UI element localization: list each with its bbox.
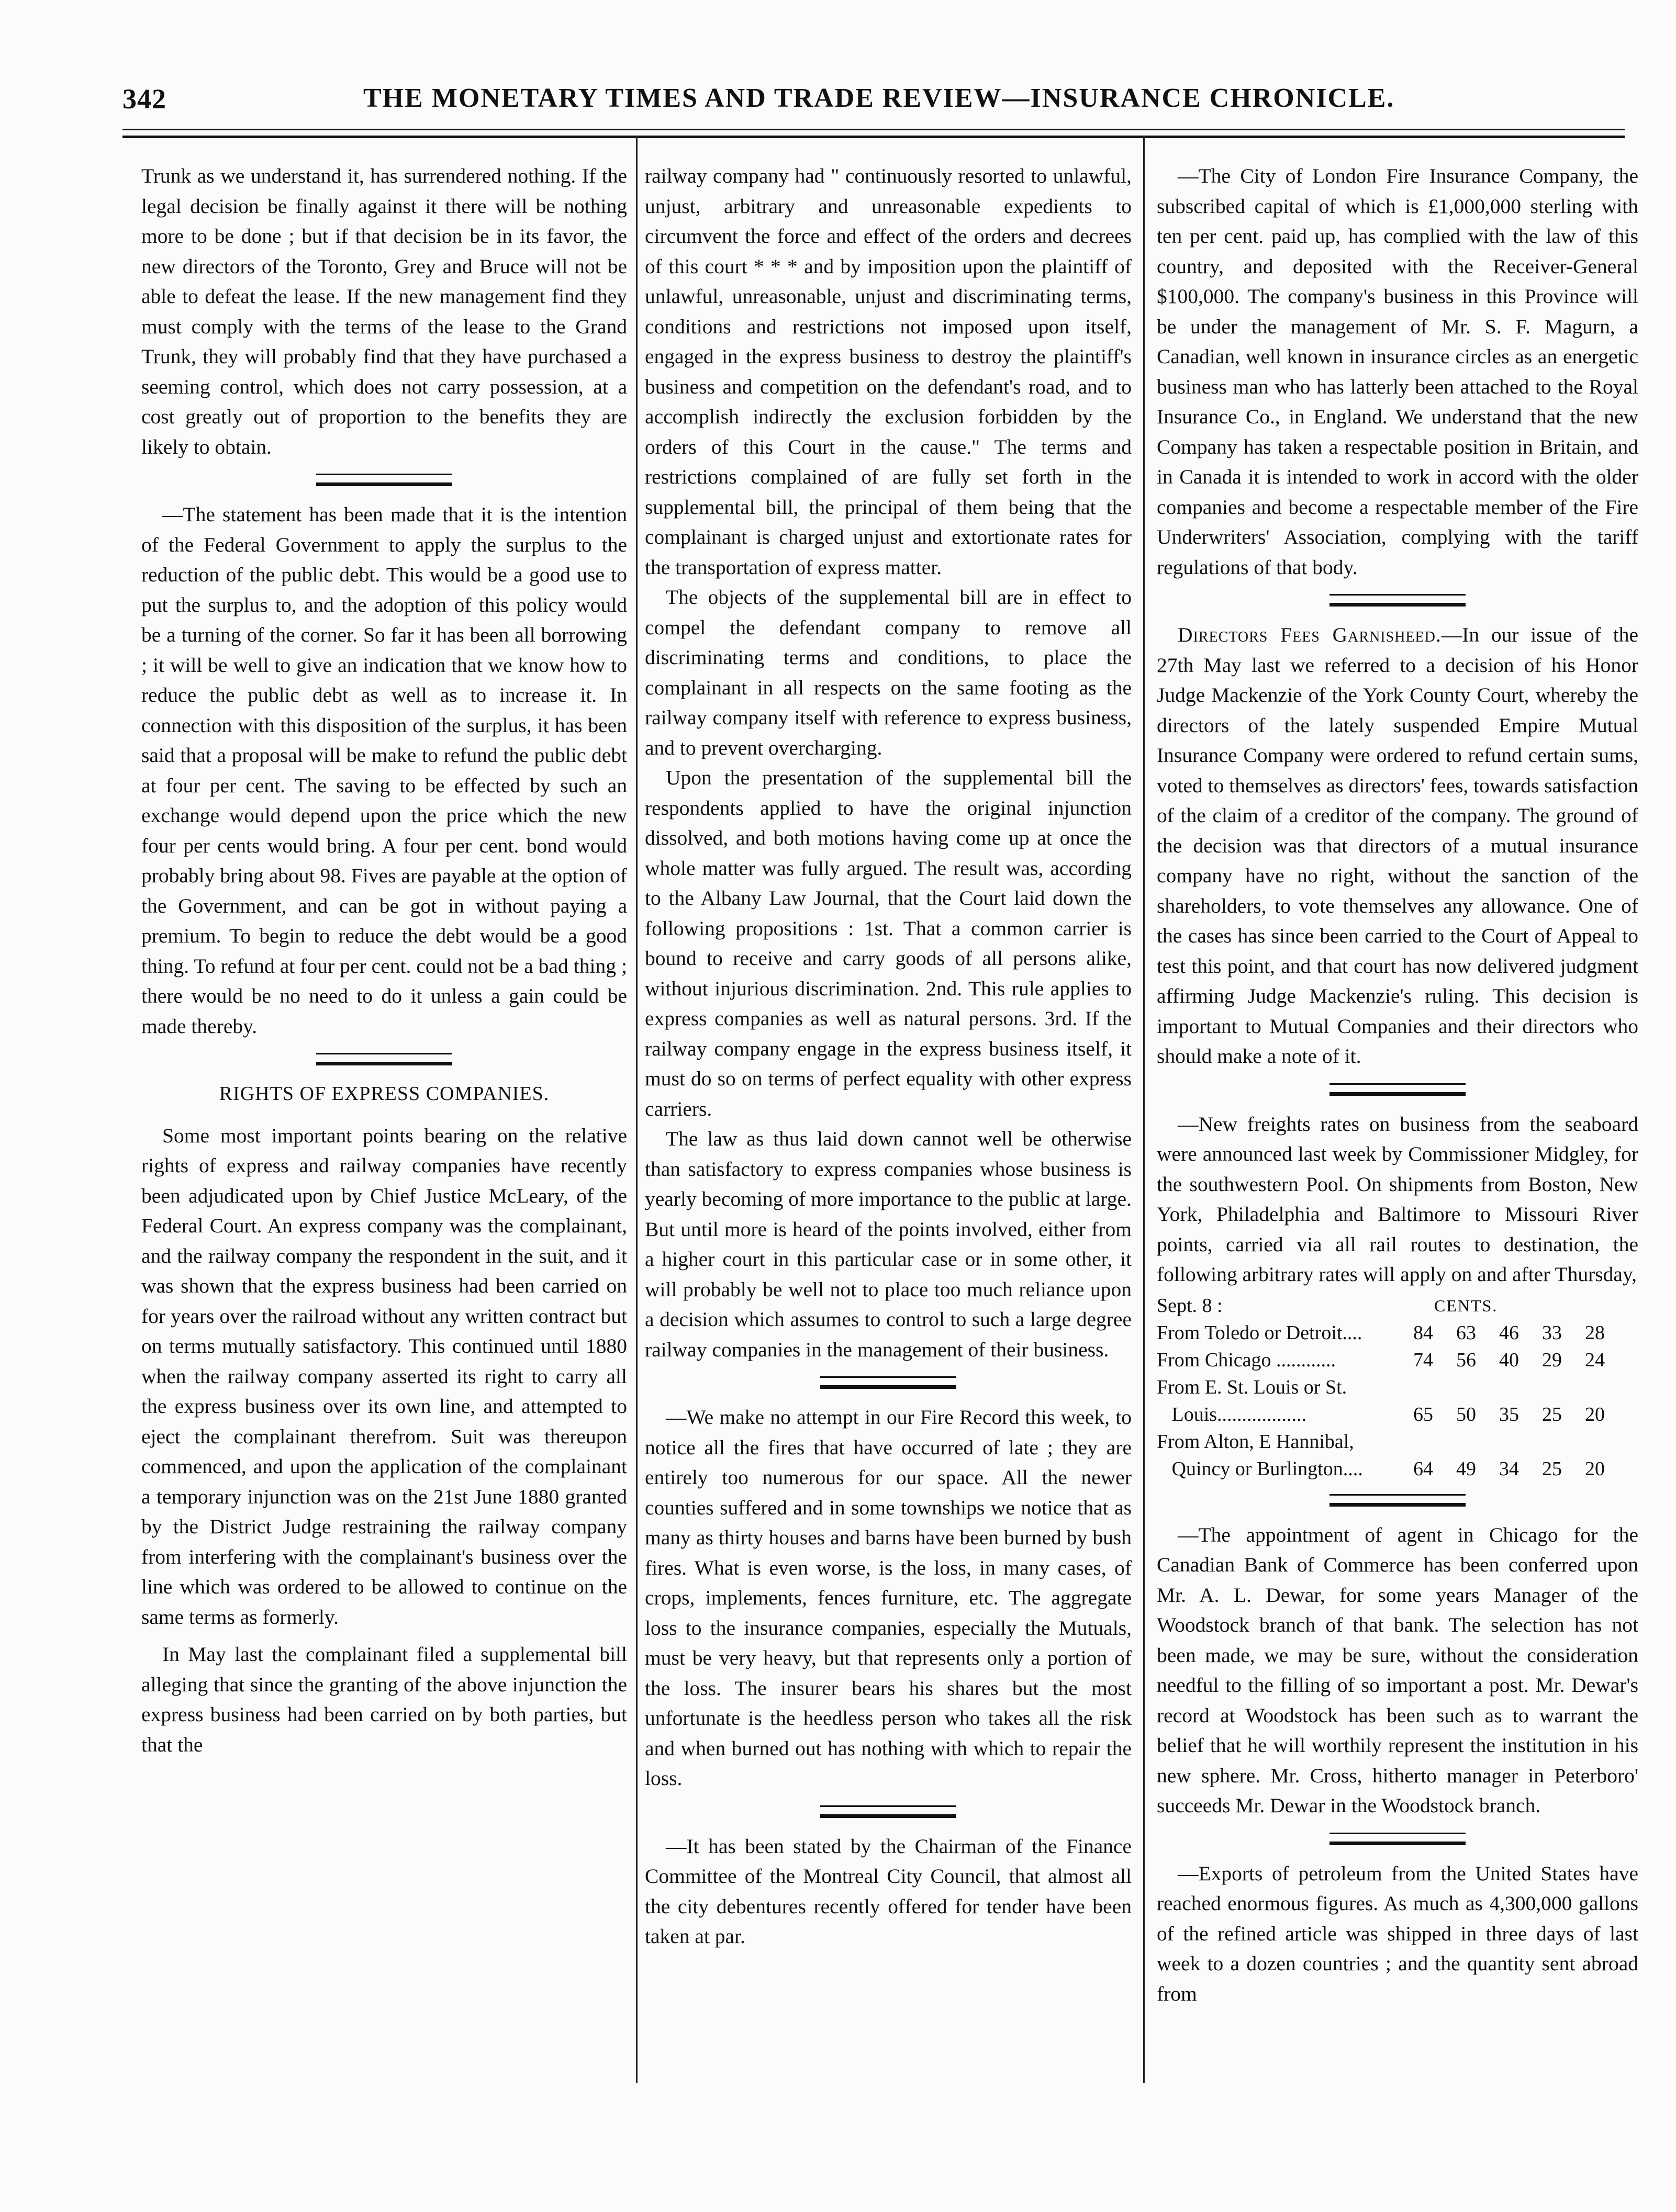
section-separator xyxy=(316,1053,452,1065)
section-separator xyxy=(1329,1494,1466,1507)
rates-value xyxy=(1499,1428,1542,1455)
paragraph: —New freights rates on business from the seaboard were announced last week by Commissioner Midgley, for the southwestern Pool. On shipments from Boston, New York, Philadelphia and Baltimore to Missouri River points, carried via all rail routes to destination, the following arbitrary rates will apply on and after Thursday, xyxy=(1157,1112,1638,1286)
rates-value xyxy=(1456,1374,1499,1401)
paragraph xyxy=(1157,620,1638,1072)
running-title: THE MONETARY TIMES AND TRADE REVIEW—INSURANCE CHRONICLE. xyxy=(363,83,1395,113)
paragraph: —The statement has been made that it is the intention of the Federal Government to apply the surplus to the reduction of the public debt. This would be a good use to put the surplus to, and the adoption of this policy would be a turning of the corner. So far it has been all borrowing ; it will be well to give an indication that we know how to reduce the public debt as well as to increase it. In connection with this disposition of the surplus, it has been said that a proposal will be make to refund the public debt at four per cent. The saving to be effected by such an exchange would depend upon the price which the new four per cents would bring. A four per cent. bond would probably bring about 98. Fives are payable at the option of the Government, and can be got in without paying a premium. To begin to reduce the debt would be a good thing. To refund at four per cent. could not be a bad thing ; there would be no need to do it unless a gain could be made thereby. xyxy=(141,503,627,1038)
rates-value: 20 xyxy=(1585,1457,1605,1480)
rates-value: 40 xyxy=(1499,1349,1519,1371)
rates-row xyxy=(1157,1374,1638,1401)
rates-row xyxy=(1157,1428,1638,1455)
section-separator xyxy=(316,474,452,486)
rates-place: Quincy or Burlington.... xyxy=(1157,1457,1363,1480)
paragraph: The law as thus laid down cannot well be otherwise than satisfactory to express companies whose business is yearly becoming of more importance to the public at large. But until more is heard of the points involved, either from a higher court in this particular case or in some other, it will probably be well not to place too much reliance upon a decision which assumes to control to such a large degree railway companies in the management of their business. xyxy=(645,1127,1132,1361)
rates-row xyxy=(1157,1401,1638,1428)
rates-place: From Alton, E Hannibal, xyxy=(1157,1430,1354,1453)
header-rule xyxy=(122,129,1625,138)
rates-value: 20 xyxy=(1585,1403,1605,1425)
rates-value: 64 xyxy=(1413,1457,1433,1480)
rates-value xyxy=(1413,1374,1456,1401)
paragraph: Some most important points bearing on the relative rights of express and railway companies have recently been adjudicated upon by Chief Justice McLeary, of the Federal Court. An express company was the complainant, and the railway company the respondent in the suit, and it was shown that the express business had been carried on for years over the railroad without any written contract but on terms mutually satisfactory. This continued until 1880 when the railway company asserted its right to carry all the express business over its own line, and attempted to eject the complainant therefrom. Suit was thereupon commenced, and upon the application of the complainant a temporary injunction was on the 21st June 1880 granted by the District Judge restraining the railway company from interfering with the complainant's business over the line which was ordered to be allowed to continue on the same terms as formerly. xyxy=(141,1124,627,1629)
column-2 xyxy=(645,161,1132,2108)
rates-rows xyxy=(1157,1319,1638,1483)
rates-value: 50 xyxy=(1456,1403,1476,1425)
section-separator xyxy=(820,1376,956,1389)
rates-value xyxy=(1499,1374,1542,1401)
column-rule xyxy=(1143,136,1145,2083)
rates-row xyxy=(1157,1319,1638,1346)
rates-place: Louis.................. xyxy=(1157,1403,1307,1425)
rates-value: 46 xyxy=(1499,1321,1519,1344)
section-separator xyxy=(1329,1833,1466,1845)
paragraph-text: —In our issue of the 27th May last we referred to a decision of his Honor Judge Mackenzie of the York County Court, whereby the directors of the lately suspended Empire Mutual Insurance Company were ordered to refund certain sums, voted to themselves as directors' fees, towards satisfaction of the claim of a creditor of the company. The ground of the decision was that directors of a mutual insurance company have no right, without the sanction of the shareholders, to vote themselves any allowance. One of the cases has since been carried to the Court of Appeal to test this point, and that court has now delivered judgment affirming Judge Mackenzie's ruling. This decision is important to Mutual Companies and their directors who should make a note of it. xyxy=(1157,623,1638,1068)
rates-unit: CENTS. xyxy=(1434,1296,1498,1315)
rates-value: 49 xyxy=(1456,1457,1476,1480)
rates-value: 33 xyxy=(1542,1321,1562,1344)
rates-value xyxy=(1456,1428,1499,1455)
rates-value: 25 xyxy=(1542,1457,1562,1480)
paragraph: The objects of the supplemental bill are in effect to compel the defendant company to remove all discriminating terms and conditions, to place the complainant in all respects on the same footing as the railway company itself with reference to express business, and to prevent overcharging. xyxy=(645,586,1132,759)
rates-place: From Chicago ............ xyxy=(1157,1349,1336,1371)
rates-place: From Toledo or Detroit.... xyxy=(1157,1321,1362,1344)
paragraph: —The City of London Fire Insurance Company, the subscribed capital of which is £1,000,000 sterling with ten per cent. paid up, has complied with the law of this country, and deposited with the Receiver-General $100,000. The company's business in this Province will be under the management of Mr. S. F. Magurn, a Canadian, well known in insurance circles as an energetic business man who has latterly been attached to the Royal Insurance Co., in England. We understand that the new Company has taken a respectable position in Britain, and in Canada it is intended to work in accord with the older companies and become a respectable member of the Fire Underwriters' Association, complying with the tariff regulations of that body. xyxy=(1157,164,1638,579)
rates-value: 28 xyxy=(1585,1321,1605,1344)
rates-value: 84 xyxy=(1413,1321,1433,1344)
rates-date: Sept. 8 : xyxy=(1157,1294,1223,1317)
rates-row xyxy=(1157,1455,1638,1483)
column-1 xyxy=(141,161,627,2108)
run-in-heading: Directors Fees Garnisheed. xyxy=(1178,623,1442,646)
freight-rates-table xyxy=(1157,1292,1638,1483)
rates-value: 29 xyxy=(1542,1349,1562,1371)
page-number: 342 xyxy=(122,83,166,115)
paragraph: —Exports of petroleum from the United States have reached enormous figures. As much as 4,300,000 gallons of the refined article was shipped in three days of last week to a dozen countries ; and the quantity sent abroad from xyxy=(1157,1861,1638,2005)
rates-value: 74 xyxy=(1413,1349,1433,1371)
rates-value: 56 xyxy=(1456,1349,1476,1371)
rates-value: 34 xyxy=(1499,1457,1519,1480)
rates-value: 24 xyxy=(1585,1349,1605,1371)
section-separator xyxy=(1329,594,1466,607)
paragraph: In May last the complainant filed a supplemental bill alleging that since the granting of the above injunction the express business had been carried on by both parties, but that the xyxy=(141,1643,627,1756)
page-header xyxy=(122,83,1604,127)
paragraph: —It has been stated by the Chairman of the Finance Committee of the Montreal City Council, that almost all the city debentures recently offered for tender have been taken at par. xyxy=(645,1834,1132,1948)
paragraph: Trunk as we understand it, has surrendered nothing. If the legal decision be finally against it there will be nothing more to be done ; but if that decision be in its favor, the new directors of the Toronto, Grey and Bruce will not be able to defeat the lease. If the new management find they must comply with the terms of the lease to the Grand Trunk, they will probably find that they have purchased a seeming control, which does not carry possession, at a cost greatly out of proportion to the benefits they are likely to obtain. xyxy=(141,164,627,458)
rates-value: 35 xyxy=(1499,1403,1519,1425)
rates-row xyxy=(1157,1346,1638,1374)
rates-value xyxy=(1585,1428,1628,1455)
section-separator xyxy=(1329,1083,1466,1096)
rates-value: 63 xyxy=(1456,1321,1476,1344)
rates-place: From E. St. Louis or St. xyxy=(1157,1376,1347,1398)
paragraph: —We make no attempt in our Fire Record this week, to notice all the fires that have occurred of late ; they are entirely too numerous for our space. All the newer counties suffered and in some townships we notice that as many as thirty houses and barns have been burned by bush fires. What is even worse, is the loss, in many cases, of crops, implements, fences furniture, etc. The aggregate loss to the insurance companies, especially the Mutuals, must be very heavy, but that represents only a portion of the loss. The insurer bears his shares but the most unfortunate is the heedless person who takes all the risk and when burned out has nothing with which to repair the loss. xyxy=(645,1406,1132,1790)
rates-value xyxy=(1542,1374,1585,1401)
rates-value: 25 xyxy=(1542,1403,1562,1425)
column-rule xyxy=(636,136,638,2083)
rates-value: 65 xyxy=(1413,1403,1433,1425)
rates-value xyxy=(1542,1428,1585,1455)
rates-value xyxy=(1413,1428,1456,1455)
rates-value xyxy=(1585,1374,1628,1401)
paragraph: Upon the presentation of the supplemental bill the respondents applied to have the original injunction dissolved, and both motions having come up at once the whole matter was fully argued. The result was, according to the Albany Law Journal, that the Court laid down the following propositions : 1st. That a common carrier is bound to receive and carry goods of all persons alike, without injurious discrimination. 2nd. This rule applies to express companies as well as natural persons. 3rd. If the railway company engage in the express business itself, it must do so on terms of perfect equality with other express carriers. xyxy=(645,766,1132,1120)
article-heading: RIGHTS OF EXPRESS COMPANIES. xyxy=(219,1083,550,1105)
paragraph: railway company had " continuously resorted to unlawful, unjust, arbitrary and unreasonable expedients to circumvent the force and effect of the orders and decrees of this court * * * and by imposition upon the plaintiff of unlawful, unreasonable, unjust and discriminating terms, conditions and restrictions not imposed upon itself, engaged in the express business to destroy the plaintiff's business and competition on the defendant's road, and to accomplish indirectly the exclusion forbidden by the orders of this Court in the cause." The terms and restrictions complained of are fully set forth in the supplemental bill, the principal of them being that the complainant is charged unjust and extortionate rates for the transportation of express matter. xyxy=(645,164,1132,579)
column-3 xyxy=(1157,161,1638,2108)
section-separator xyxy=(820,1805,956,1818)
paragraph: —The appointment of agent in Chicago for the Canadian Bank of Commerce has been conferred upon Mr. A. L. Dewar, for some years Manager of the Woodstock branch of that bank. The selection has not been made, we may be sure, without the consideration needful to the filling of so important a post. Mr. Dewar's record at Woodstock has been such as to warrant the belief that he will worthily represent the institution in his new sphere. Mr. Cross, hitherto manager in Peterboro' succeeds Mr. Dewar in the Woodstock branch. xyxy=(1157,1523,1638,1817)
rates-header xyxy=(1157,1292,1638,1319)
